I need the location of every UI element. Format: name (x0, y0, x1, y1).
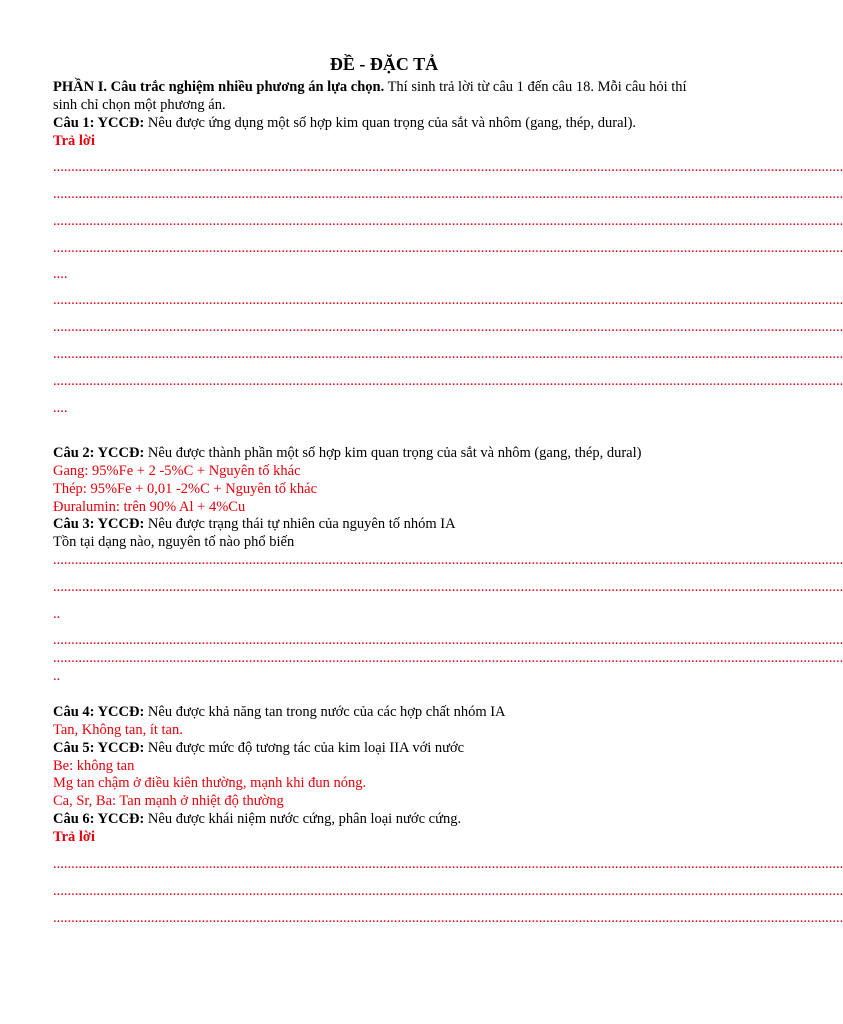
question-label: Câu 5: YCCĐ: (53, 740, 145, 756)
question-5 (53, 739, 718, 757)
answer-text: Tan, Không tan, ít tan. (53, 722, 183, 738)
answer-dotted-line: .. (53, 668, 61, 684)
question-text: Nêu được thành phần một số hợp kim quan trọng của sắt và nhôm (gang, thép, dural) (144, 445, 642, 461)
page-title: ĐỀ - ĐẶC TẢ (329, 54, 439, 74)
answer-text: Thép: 95%Fe + 0,01 -2%C + Nguyên tố khác (53, 481, 318, 497)
question-text: Nêu được khái niệm nước cứng, phân loại nước cứng. (144, 811, 462, 827)
answer-dotted-line: .......................................................................................................................................................................................................................... (53, 883, 843, 899)
question-1 (53, 114, 718, 132)
part1-instruction: Thí sinh trả lời từ câu 1 đến câu 18. Mỗi câu hỏi thí (384, 79, 687, 95)
question-subtext: Tồn tại dạng nào, nguyên tố nào phổ biến (53, 534, 295, 550)
answer-dotted-line: .. (53, 606, 61, 622)
answer-dotted-line: .......................................................................................................................................................................................................................... (53, 159, 843, 175)
answer-label: Trả lời (53, 133, 95, 149)
part1-instruction-cont: sinh chỉ chọn một phương án. (53, 97, 226, 113)
answer-dotted-line: .... (53, 266, 68, 282)
answer-dotted-line: .......................................................................................................................................................................................................................... (53, 373, 843, 389)
answer-dotted-line: .......................................................................................................................................................................................................................... (53, 240, 843, 256)
answer-text: Gang: 95%Fe + 2 -5%C + Nguyên tố khác (53, 463, 301, 479)
question-label: Câu 3: YCCĐ: (53, 516, 145, 532)
answer-label: Trả lời (53, 829, 95, 845)
answer-dotted-line: .......................................................................................................................................................................................................................... (53, 579, 843, 595)
part1-intro (53, 78, 718, 96)
question-text: Nêu được khả năng tan trong nước của các hợp chất nhóm IA (144, 704, 506, 720)
answer-dotted-line: .......................................................................................................................................................................................................................... (53, 552, 843, 568)
question-text: Nêu được ứng dụng một số hợp kim quan trọng của sắt và nhôm (gang, thép, dural). (144, 115, 637, 131)
answer-dotted-line: .......................................................................................................................................................................................................................... (53, 346, 843, 362)
answer-dotted-line: .......................................................................................................................................................................................................................... (53, 319, 843, 335)
answer-dotted-line: .......................................................................................................................................................................................................................... (53, 186, 843, 202)
answer-dotted-line: .... (53, 400, 68, 416)
answer-dotted-line: .......................................................................................................................................................................................................................... (53, 292, 843, 308)
answer-dotted-line: .......................................................................................................................................................................................................................... (53, 213, 843, 229)
answer-dotted-line: .......................................................................................................................................................................................................................... (53, 632, 843, 648)
question-label: Câu 4: YCCĐ: (53, 704, 145, 720)
question-2 (53, 444, 718, 462)
question-3 (53, 515, 718, 533)
answer-text: Đuralumin: trên 90% Al + 4%Cu (53, 499, 246, 515)
answer-dotted-line: .......................................................................................................................................................................................................................... (53, 856, 843, 872)
question-label: Câu 1: YCCĐ: (53, 115, 145, 131)
question-label: Câu 6: YCCĐ: (53, 811, 145, 827)
question-4 (53, 703, 718, 721)
question-6 (53, 810, 718, 828)
question-text: Nêu được trạng thái tự nhiên của nguyên tố nhóm IA (144, 516, 456, 532)
answer-dotted-line: .......................................................................................................................................................................................................................... (53, 910, 843, 926)
answer-text: Mg tan chậm ở điều kiên thường, mạnh khi đun nóng. (53, 775, 367, 791)
part1-heading: PHẦN I. Câu trắc nghiệm nhiều phương án lựa chọn. (53, 79, 385, 95)
answer-text: Ca, Sr, Ba: Tan mạnh ở nhiệt độ thường (53, 793, 284, 809)
question-text: Nêu được mức độ tương tác của kim loại IIA với nước (144, 740, 465, 756)
answer-dotted-line: .......................................................................................................................................................................................................................... (53, 650, 843, 666)
question-label: Câu 2: YCCĐ: (53, 445, 145, 461)
answer-text: Be: không tan (53, 758, 135, 774)
